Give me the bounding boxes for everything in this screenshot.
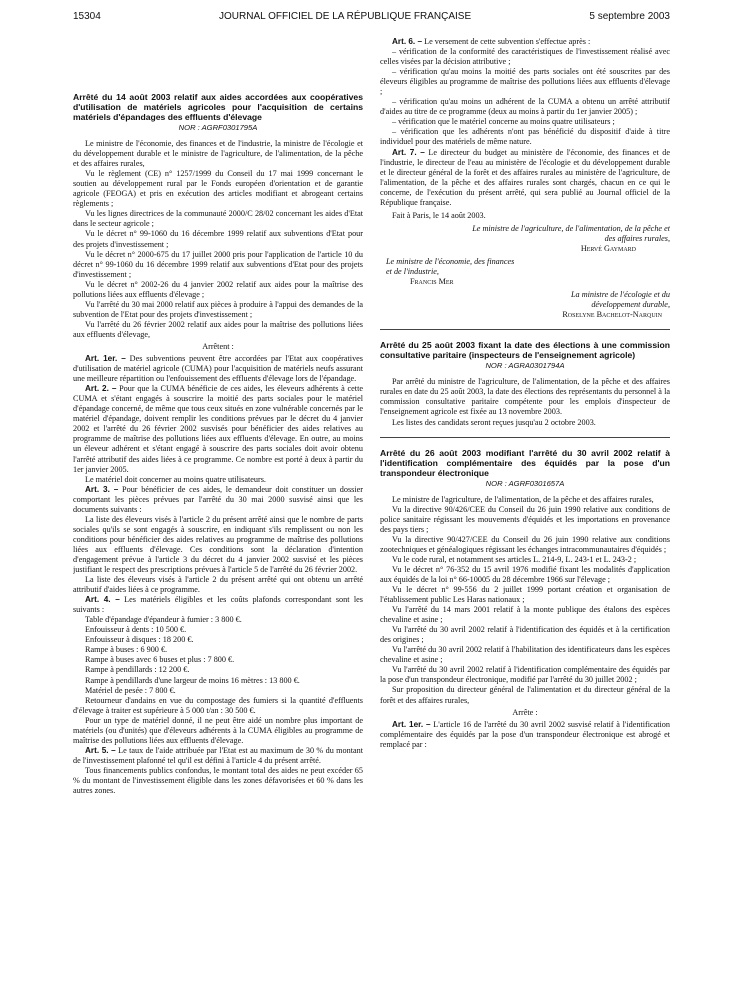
cost-item: Retourneur d'andains en vue du compostage des fumiers si la quantité d'effluents d'élevage à traiter est supérieure à 5 000 t/an : 30 500 €. [73, 695, 363, 715]
signature-ecology [380, 290, 670, 320]
article-2: Art. 2. – Pour que la CUMA bénéficie de ces aides, les éleveurs adhérents à cette CUMA et s'étant engagés à souscrire la moitié des parts sociales pour le matériel d'épandage concerné, de même que tous ceux situés en zone vulnérable concernés par le matériel d'épandage, doivent remplir les conditions prévues par le décret du 4 janvier 2002 et l'arrêté du 26 février 2002 susvisés pour bénéficier des aides relatives au programme de maîtrise des pollutions liées aux effluents d'élevage. En outre, au moins un éleveur adhérent et s'étant engagé à souscrire des parts sociales doit avoir obtenu l'arrêté attributif des aides liées à ce programme. Ce nombre est porté à deux à partir du 1er janvier 2005. [73, 384, 363, 474]
article-paragraph: La liste des éleveurs visés à l'article 2 du présent arrêté ainsi que le nombre de parts sociales qu'ils se sont engagés à souscrire, en indiquant s'ils remplissent ou non les conditions pour bénéficier des aides relatives au programme de maîtrise des pollutions liées aux effluents d'élevage. Ces conditions sont la déclaration d'intention d'engagement prévue à l'article 3 du décret du 4 janvier 2002 susvisé et les pièces justifiant le respect des prescriptions prévues à l'article 5 de l'arrêté du 26 février 2002. [73, 514, 363, 575]
cost-item: Matériel de pesée : 7 800 €. [85, 685, 176, 695]
preamble-paragraph: Vu le décret n° 2002-26 du 4 janvier 2002 relatif aux aides pour la maîtrise des pollutions liées aux effluents d'élevage ; [73, 279, 363, 299]
preamble-paragraph: Le ministre de l'agriculture, de l'alimentation, de la pêche et des affaires rurales, [392, 494, 654, 504]
article-label: Art. 4. – [85, 595, 120, 605]
section-separator [380, 437, 670, 438]
section-separator [380, 329, 670, 330]
preamble-paragraph: Vu le décret n° 99-556 du 2 juillet 1999 portant création et organisation de l'établissement public Les Haras nationaux ; [380, 585, 670, 605]
signatory-role: Le ministre de l'économie, des finances et de l'industrie, [386, 256, 515, 277]
right-column [380, 37, 670, 982]
preamble-paragraph: Vu l'arrêté du 26 février 2002 relatif aux aides pour la maîtrise des pollutions liées aux effluents d'élevage, [73, 319, 363, 339]
left-column [73, 37, 363, 982]
signature-agriculture [380, 224, 670, 254]
nor-reference: NOR : AGRF0301657A [485, 478, 565, 488]
preamble-paragraph: Vu le décret n° 2000-675 du 17 juillet 2000 pris pour l'application de l'article 10 du décret n° 99-1060 du 16 décembre 1999 relatif aux subventions d'Etat pour des projets d'investissement ; [73, 249, 363, 279]
preamble-paragraph: Vu les lignes directrices de la communauté 2000/C 28/02 concernant les aides d'Etat dans le secteur agricole ; [73, 209, 363, 229]
verification-item: – vérification de la conformité des caractéristiques de l'investissement réalisé avec celles visées par la décision attributive ; [380, 47, 670, 67]
article-label: Art. 1er. – [392, 719, 431, 729]
page-header [73, 11, 670, 27]
article-4: Art. 4. – Les matériels éligibles et les coûts plafonds correspondant sont les suivants : [73, 595, 363, 615]
decree-title: Arrêté du 26 août 2003 modifiant l'arrêté du 30 avril 2002 relatif à l'identification complémentaire des équidés par la pose d'un transpondeur électronique [380, 447, 670, 478]
arretent-heading: Arrêtent : [202, 341, 234, 351]
article-paragraph: Le matériel doit concerner au moins quatre utilisateurs. [85, 474, 266, 484]
preamble-paragraph: Vu la directive 90/427/CEE du Conseil du 26 juin 1990 relative aux conditions zootechniques et généalogiques régissant les échanges intracommunautaires d'équidés ; [380, 534, 670, 554]
article-label: Art. 7. – [392, 147, 425, 157]
article-label: Art. 6. – [392, 37, 423, 46]
article-label: Art. 5. – [85, 745, 116, 755]
decree-title: Arrêté du 25 août 2003 fixant la date des élections à une commission consultative paritaire (inspecteurs de l'enseignement agricole) [380, 340, 670, 361]
nor-reference: NOR : AGRF0301795A [178, 123, 258, 132]
signatory-role: La ministre de l'écologie et du développement durable, [571, 290, 670, 310]
article-paragraph: La liste des éleveurs visés à l'article 2 du présent arrêté qui ont obtenu un arrêté attributif d'aides liées à ce programme. [73, 575, 363, 595]
decree-title: Arrêté du 14 août 2003 relatif aux aides accordées aux coopératives d'utilisation de matériels agricoles pour l'acquisition de certains matériels d'épandages des effluents d'élevage [73, 92, 363, 122]
cost-item: Enfouisseur à dents : 10 500 €. [85, 625, 187, 635]
cost-item: Rampe à pendillards d'une largeur de moins 16 mètres : 13 800 €. [85, 675, 300, 685]
preamble-paragraph: Le ministre de l'économie, des finances et de l'industrie, la ministre de l'écologie et du développement durable et le ministre de l'agriculture, de l'alimentation, de la pêche et des affaires rurales, [73, 139, 363, 169]
preamble-paragraph: Vu l'arrêté du 30 mai 2000 relatif aux pièces à produire à l'appui des demandes de la subvention de l'Etat pour des projets d'investissement ; [73, 299, 363, 319]
preamble-paragraph: Vu l'arrêté du 30 avril 2002 relatif à l'identification complémentaire des équidés par la pose d'un transpondeur électronique, modifié par l'arrêté du 30 juillet 2002 ; [380, 665, 670, 685]
preamble-paragraph: Vu le règlement (CE) n° 1257/1999 du Conseil du 17 mai 1999 concernant le soutien au développement rural par le Fonds européen d'orientation et de garantie agricole (FEOGA) et pris en exécution des articles modifiant et abrogeant certains règlements ; [73, 169, 363, 209]
article-paragraph: Tous financements publics confondus, le montant total des aides ne peut excéder 65 % du montant de l'investissement éligible dans les zones défavorisées et 60 % dans les autres zones. [73, 765, 363, 796]
signatory-name: Hervé Gaymard [580, 243, 636, 253]
article-label: Art. 3. – [85, 484, 119, 494]
preamble-paragraph: Vu le code rural, et notamment ses articles L. 214-9, L. 243-1 et L. 243-2 ; [392, 554, 637, 564]
verification-item: – vérification qu'au moins un adhérent de la CUMA a obtenu un arrêté attributif d'aides au titre de ce programme (deux au moins à partir du 1er janvier 2005) ; [380, 97, 670, 117]
cost-item: Table d'épandage d'épandeur à fumier : 3 800 €. [85, 615, 242, 625]
verification-item: – vérification que les adhérents n'ont pas bénéficié du dispositif d'aide à titre individuel pour des matériels de même nature. [380, 127, 670, 147]
arrete-heading: Arrête : [512, 707, 538, 717]
preamble-paragraph: Sur proposition du directeur général de l'alimentation et du directeur général de la forêt et des affaires rurales, [380, 685, 670, 705]
article-3: Art. 3. – Pour bénéficier de ces aides, le demandeur doit constituer un dossier comportant les pièces prévues par l'arrêté du 30 mai 2000 susvisé ainsi que les documents suivants : [73, 484, 363, 514]
decree-paragraph: Les listes des candidats seront reçues jusqu'au 2 octobre 2003. [392, 417, 596, 427]
signatory-name: Roselyne Bachelot-Narquin [562, 310, 662, 320]
signatory-name: Francis Mer [410, 277, 454, 287]
preamble-paragraph: Vu l'arrêté du 30 avril 2002 relatif à l'identification des équidés et à la certification des origines ; [380, 625, 670, 645]
article-7: Art. 7. – Le directeur du budget au ministère de l'économie, des finances et de l'industrie, le directeur de l'eau au ministère de l'écologie et du développement durable et le directeur général de la forêt et des affaires rurales au ministère de l'agriculture, de l'alimentation, de la pêche et des affaires rurales sont chargés, chacun en ce qui le concerne, de l'exécution du présent arrêté, qui sera publié au Journal officiel de la République française. [380, 147, 670, 207]
signatory-role: Le ministre de l'agriculture, de l'alimentation, de la pêche et des affaires rurales, [472, 223, 670, 243]
article-paragraph: Pour un type de matériel donné, il ne peut être aidé un nombre plus important de matériels (ou d'unités) que d'éleveurs adhérents à la CUMA éligibles au programme de maîtrise des pollutions liées aux effluents d'élevage. [73, 715, 363, 745]
journal-title: JOURNAL OFFICIEL DE LA RÉPUBLIQUE FRANÇAISE [219, 11, 472, 22]
signature-economy [380, 257, 670, 287]
page-number: 15304 [73, 11, 101, 22]
cost-item: Enfouisseur à disques : 18 200 €. [85, 635, 194, 645]
article-6: Art. 6. – Le versement de cette subvention s'effectue après : [392, 37, 591, 46]
verification-item: – vérification que le matériel concerne au moins quatre utilisateurs ; [392, 117, 615, 127]
article-label: Art. 1er. – [85, 354, 126, 364]
article-5: Art. 5. – Le taux de l'aide attribuée par l'Etat est au maximum de 30 % du montant de l'investissement plafonné tel qu'il est défini à l'article 4 du présent arrêté. [73, 745, 363, 765]
preamble-paragraph: Vu la directive 90/426/CEE du Conseil du 26 juin 1990 relative aux conditions de police sanitaire régissant les mouvements d'équidés et les importations en provenance des pays tiers ; [380, 504, 670, 534]
preamble-paragraph: Vu l'arrêté du 14 mars 2001 relatif à la monte publique des étalons des espèces chevaline et asine ; [380, 605, 670, 625]
preamble-paragraph: Vu l'arrêté du 30 avril 2002 relatif à l'habilitation des identificateurs dans les espèces chevaline et asine ; [380, 645, 670, 665]
nor-reference: NOR : AGRA0301794A [485, 361, 565, 371]
verification-item: – vérification qu'au moins la moitié des parts sociales ont été souscrites par des éleveurs éligibles au programme de maîtrise des pollutions liées aux effluents d'élevage ; [380, 67, 670, 97]
cost-item: Rampe à buses : 6 900 €. [85, 645, 168, 655]
cost-item: Rampe à pendillards : 12 200 €. [85, 665, 190, 675]
cost-item: Rampe à buses avec 6 buses et plus : 7 800 €. [85, 655, 235, 665]
preamble-paragraph: Vu le décret n° 76-352 du 15 avril 1976 modifié fixant les modalités d'application aux équidés de la loi n° 66-10005 du 28 décembre 1966 sur l'élevage ; [380, 564, 670, 584]
preamble-paragraph: Vu le décret n° 99-1060 du 16 décembre 1999 relatif aux subventions d'Etat pour des projets d'investissement ; [73, 229, 363, 249]
signature-place-date: Fait à Paris, le 14 août 2003. [392, 210, 486, 220]
article-1: Art. 1er. – Des subventions peuvent être accordées par l'Etat aux coopératives d'utilisation de matériel agricole (CUMA) pour l'acquisition de matériels neufs assurant une meilleure répartition ou l'enfouissement des effluents d'élevage lors de l'épandage. [73, 354, 363, 384]
article-1: Art. 1er. – L'article 16 de l'arrêté du 30 avril 2002 susvisé relatif à l'identification complémentaire des équidés par la pose d'un transpondeur électronique est abrogé et remplacé par : [380, 719, 670, 749]
article-label: Art. 2. – [85, 384, 117, 394]
decree-paragraph: Par arrêté du ministre de l'agriculture, de l'alimentation, de la pêche et des affaires rurales en date du 25 août 2003, la date des élections des représentants du personnel à la commission consultative paritaire compétente pour les emplois d'inspecteur de l'enseignement agricole est fixée au 13 novembre 2003. [380, 377, 670, 417]
issue-date: 5 septembre 2003 [589, 11, 670, 22]
